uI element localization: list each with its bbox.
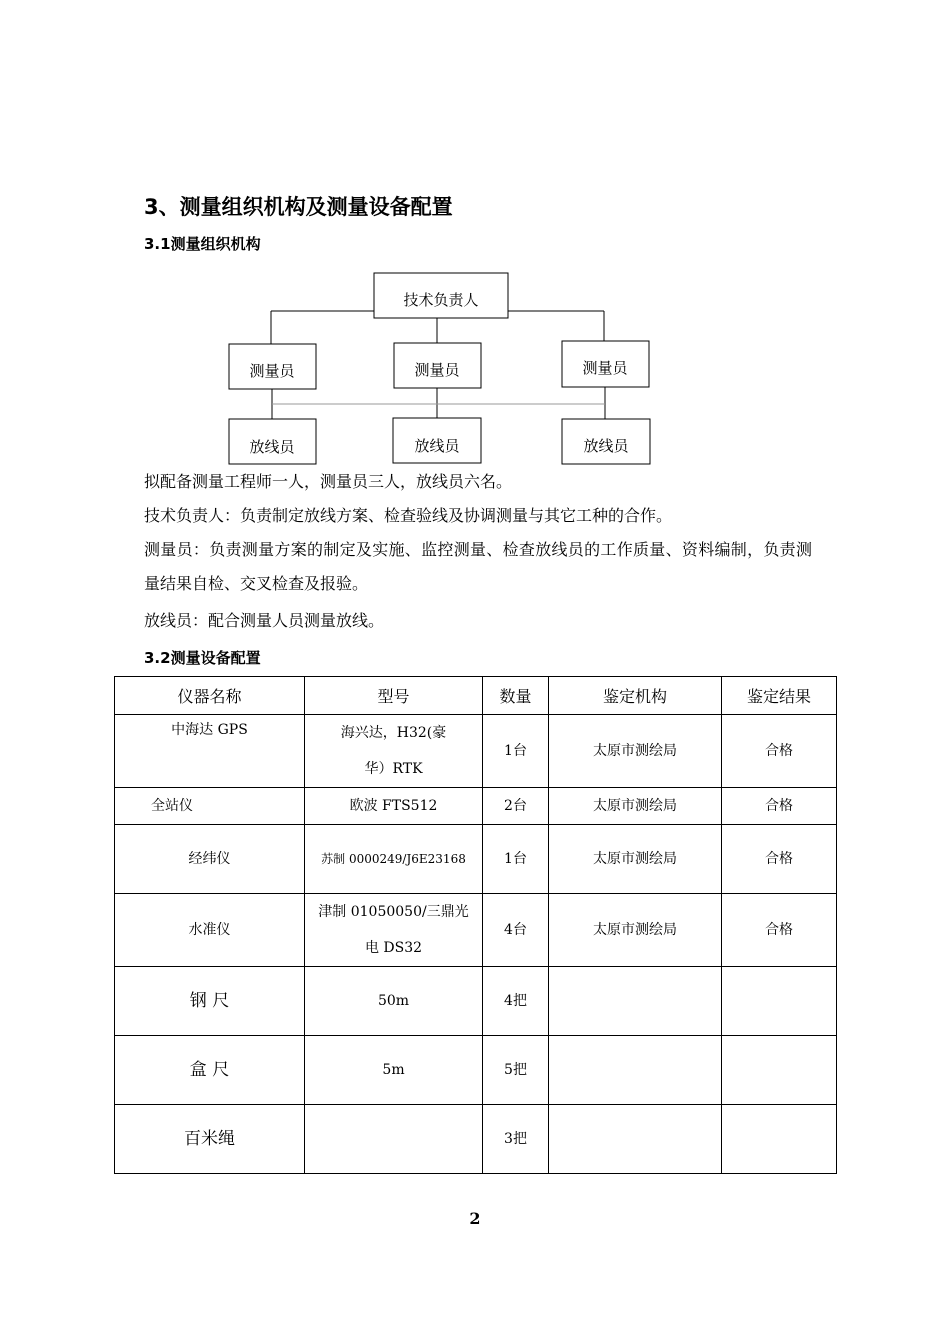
cell-name: 全站仪 [115, 788, 305, 825]
table-row [115, 825, 837, 894]
cell-org [549, 1105, 722, 1174]
cell-name: 经纬仪 [115, 825, 305, 894]
org-label-surveyor: 测量员 [582, 359, 628, 377]
cell-result: 合格 [722, 715, 837, 788]
table-row [115, 715, 837, 788]
header-model: 型号 [305, 677, 483, 715]
cell-name: 水准仪 [115, 894, 305, 967]
table-row [115, 1036, 837, 1105]
cell-name: 百米绳 [115, 1105, 305, 1174]
cell-qty: 1台 [483, 715, 549, 788]
cell-qty: 3把 [483, 1105, 549, 1174]
cell-qty: 1台 [483, 825, 549, 894]
subsection-title-organization: 3.1测量组织机构 [144, 235, 261, 253]
cell-org: 太原市测绘局 [549, 788, 722, 825]
header-qty: 数量 [483, 677, 549, 715]
header-name: 仪器名称 [115, 677, 305, 715]
org-label-tech-lead: 技术负责人 [403, 291, 479, 309]
cell-org [549, 967, 722, 1036]
cell-qty: 5把 [483, 1036, 549, 1105]
table-row [115, 894, 837, 967]
cell-model: 50m [305, 967, 483, 1036]
cell-result [722, 1105, 837, 1174]
cell-model: 苏制 0000249/J6E23168 [305, 825, 483, 894]
cell-model: 欧波 FTS512 [305, 788, 483, 825]
org-label-layout-staff: 放线员 [249, 438, 295, 456]
cell-org: 太原市测绘局 [549, 894, 722, 967]
cell-model: 海兴达，H32(豪华）RTK [305, 715, 483, 788]
cell-qty: 2台 [483, 788, 549, 825]
section-title: 3、测量组织机构及测量设备配置 [144, 195, 453, 219]
org-label-surveyor: 测量员 [249, 362, 295, 380]
table-row [115, 788, 837, 825]
paragraph-tech-lead: 技术负责人：负责制定放线方案、检查验线及协调测量与其它工种的合作。 [144, 506, 673, 525]
cell-result [722, 967, 837, 1036]
table-row [115, 967, 837, 1036]
table-header-row [115, 677, 837, 715]
cell-org: 太原市测绘局 [549, 715, 722, 788]
org-label-layout-staff: 放线员 [583, 437, 629, 455]
cell-org [549, 1036, 722, 1105]
header-result: 鉴定结果 [722, 677, 837, 715]
header-org: 鉴定机构 [549, 677, 722, 715]
cell-result: 合格 [722, 788, 837, 825]
equipment-table [114, 676, 837, 1174]
paragraph-surveyor: 测量员：负责测量方案的制定及实施、监控测量、检查放线员的工作质量、资料编制，负责测量结果自检、交叉检查及报验。 [144, 540, 812, 593]
cell-model: 5m [305, 1036, 483, 1105]
org-label-surveyor: 测量员 [414, 361, 460, 379]
paragraph-staffing: 拟配备测量工程师一人，测量员三人，放线员六名。 [144, 472, 513, 491]
cell-result: 合格 [722, 825, 837, 894]
cell-name: 盒 尺 [115, 1036, 305, 1105]
org-label-layout-staff: 放线员 [414, 437, 460, 455]
cell-result [722, 1036, 837, 1105]
org-chart [0, 0, 950, 470]
cell-org: 太原市测绘局 [549, 825, 722, 894]
cell-name: 中海达 GPS [115, 715, 305, 788]
cell-name: 钢 尺 [115, 967, 305, 1036]
subsection-title-equipment: 3.2测量设备配置 [144, 649, 261, 667]
paragraph-layout-staff: 放线员：配合测量人员测量放线。 [144, 611, 385, 630]
cell-qty: 4台 [483, 894, 549, 967]
table-row [115, 1105, 837, 1174]
page-number: 2 [469, 1209, 481, 1228]
cell-qty: 4把 [483, 967, 549, 1036]
cell-model: 津制 01050050/三鼎光电 DS32 [305, 894, 483, 967]
cell-result: 合格 [722, 894, 837, 967]
cell-model [305, 1105, 483, 1174]
